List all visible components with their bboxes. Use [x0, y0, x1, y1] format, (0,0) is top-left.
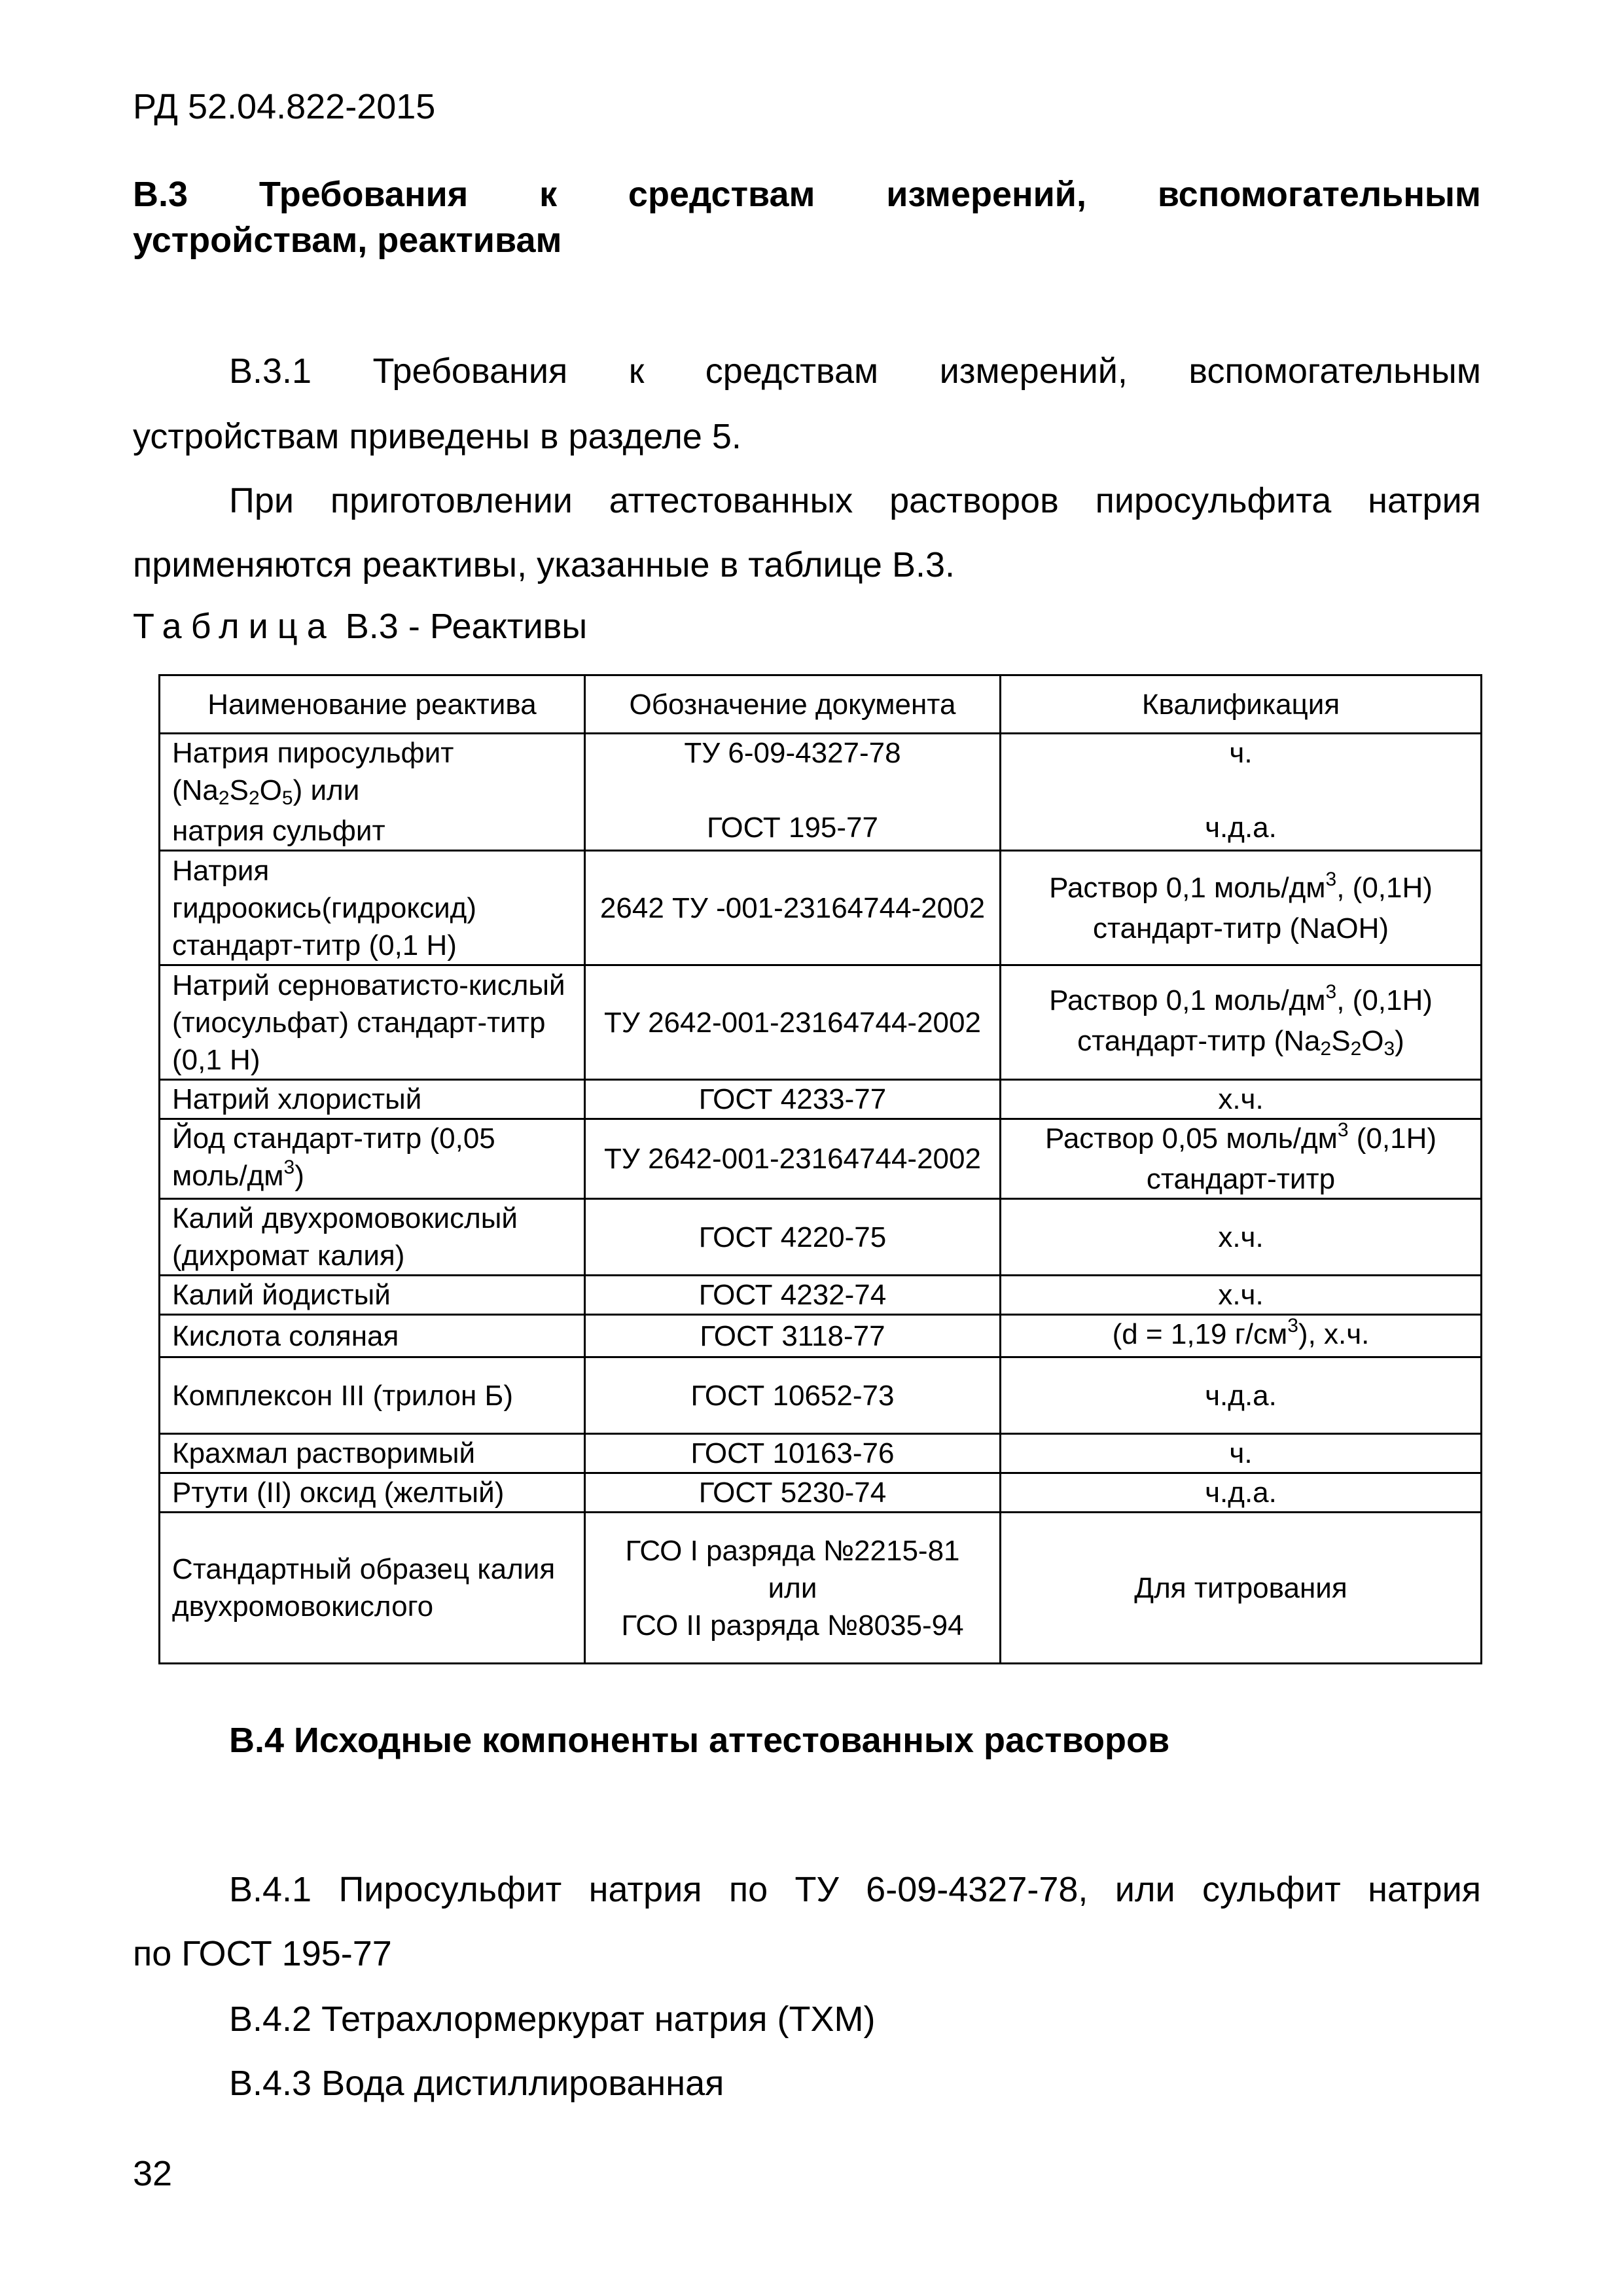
paragraph-b3-1: В.3.1 Требования к средствам измерений, вспомогательным [229, 351, 1481, 391]
cell-qualification: Раствор 0,1 моль/$дм^3$, (0,1Н) стандарт-титр (Na2S2O3) [1001, 965, 1482, 1080]
table-row [160, 1276, 1482, 1315]
cell-document: ГОСТ 10652-73 [585, 1357, 1001, 1434]
section-b3-title: В.3 Требования к средствам измерений, вспомогательным [133, 175, 1481, 214]
cell-qualification: (d = 1,19 $г/см^3$), х.ч. [1001, 1315, 1482, 1357]
table-row [160, 1315, 1482, 1357]
cell-qualification: х.ч. [1001, 1080, 1482, 1119]
cell-document: ГОСТ 10163-76 [585, 1434, 1001, 1473]
reagents-table [158, 674, 1482, 1664]
table-row [160, 1473, 1482, 1513]
cell-document: ГСО I разряда №2215-81 или ГСО II разряда №8035-94 [585, 1513, 1001, 1664]
cell-document: ТУ 6-09-4327-78 ГОСТ 195-77 [585, 734, 1001, 851]
cell-name: Натрия пиросульфит (Na2S2O5) или натрия сульфит [160, 734, 585, 851]
table-row [160, 1080, 1482, 1119]
cell-document: ГОСТ 5230-74 [585, 1473, 1001, 1513]
table-row [160, 1199, 1482, 1276]
paragraph-b4-1: В.4.1 Пиросульфит натрия по ТУ 6-09-4327-78, или сульфит натрия [229, 1870, 1481, 1909]
cell-qualification: Раствор 0,05 моль/$дм^3$ (0,1Н) стандарт-титр [1001, 1119, 1482, 1199]
table-caption-title: - Реактивы [408, 607, 588, 646]
cell-document: ТУ 2642-001-23164744-2002 [585, 965, 1001, 1080]
paragraph-b4-1-cont: по ГОСТ 195-77 [133, 1934, 392, 1973]
page-number: 32 [133, 2154, 173, 2193]
cell-document: ГОСТ 3118-77 [585, 1315, 1001, 1357]
table-header-row [160, 675, 1482, 734]
table-caption-number: В.3 [345, 607, 399, 646]
cell-document: ГОСТ 4220-75 [585, 1199, 1001, 1276]
cell-qualification: ч.д.а. [1001, 1473, 1482, 1513]
table-row [160, 734, 1482, 851]
cell-qualification: ч. [1001, 1434, 1482, 1473]
section-b4-title: В.4 Исходные компоненты аттестованных растворов [229, 1721, 1170, 1760]
cell-document: 2642 ТУ -001-23164744-2002 [585, 851, 1001, 965]
cell-qualification: ч. ч.д.а. [1001, 734, 1482, 851]
paragraph-b3-1-cont: устройствам приведены в разделе 5. [133, 417, 741, 456]
table-caption [133, 606, 587, 647]
table-row [160, 965, 1482, 1080]
cell-qualification: х.ч. [1001, 1276, 1482, 1315]
cell-name: Ртути (II) оксид (желтый) [160, 1473, 585, 1513]
cell-qualification: х.ч. [1001, 1199, 1482, 1276]
cell-document: ТУ 2642-001-23164744-2002 [585, 1119, 1001, 1199]
cell-name: Калий двухромовокислый (дихромат калия) [160, 1199, 585, 1276]
cell-document: ГОСТ 4233-77 [585, 1080, 1001, 1119]
paragraph-b4-3: В.4.3 Вода дистиллированная [229, 2064, 724, 2103]
paragraph-b4-2: В.4.2 Тетрахлормеркурат натрия (ТХМ) [229, 2000, 876, 2039]
cell-name: Кислота соляная [160, 1315, 585, 1357]
header-name: Наименование реактива [160, 675, 585, 734]
section-b3-title-cont: устройствам, реактивам [133, 221, 562, 260]
cell-name: Натрий хлористый [160, 1080, 585, 1119]
cell-name: Натрий серноватисто-кислый (тиосульфат) стандарт-титр (0,1 Н) [160, 965, 585, 1080]
cell-qualification: Раствор 0,1 моль/$дм^3$, (0,1Н) стандарт-титр (NaOH) [1001, 851, 1482, 965]
header-document: Обозначение документа [585, 675, 1001, 734]
cell-name: Калий йодистый [160, 1276, 585, 1315]
table-row [160, 1513, 1482, 1664]
cell-qualification: Для титрования [1001, 1513, 1482, 1664]
table-row [160, 1357, 1482, 1434]
table-row [160, 1119, 1482, 1199]
cell-document: ГОСТ 4232-74 [585, 1276, 1001, 1315]
cell-name: Йод стандарт-титр (0,05 моль/$дм^3$) [160, 1119, 585, 1199]
paragraph-b3-2: При приготовлении аттестованных растворов пиросульфита натрия [229, 481, 1481, 520]
cell-name: Натрия гидроокись(гидроксид) стандарт-титр (0,1 Н) [160, 851, 585, 965]
header-qualification: Квалификация [1001, 675, 1482, 734]
paragraph-b3-2-cont: применяются реактивы, указанные в таблице В.3. [133, 545, 955, 584]
cell-name: Комплексон III (трилон Б) [160, 1357, 585, 1434]
document-code-header: РД 52.04.822-2015 [133, 87, 436, 126]
cell-name: Крахмал растворимый [160, 1434, 585, 1473]
cell-name: Стандартный образец калия двухромовокислого [160, 1513, 585, 1664]
table-row [160, 851, 1482, 965]
table-caption-label: Таблица [133, 607, 336, 646]
cell-qualification: ч.д.а. [1001, 1357, 1482, 1434]
table-row [160, 1434, 1482, 1473]
